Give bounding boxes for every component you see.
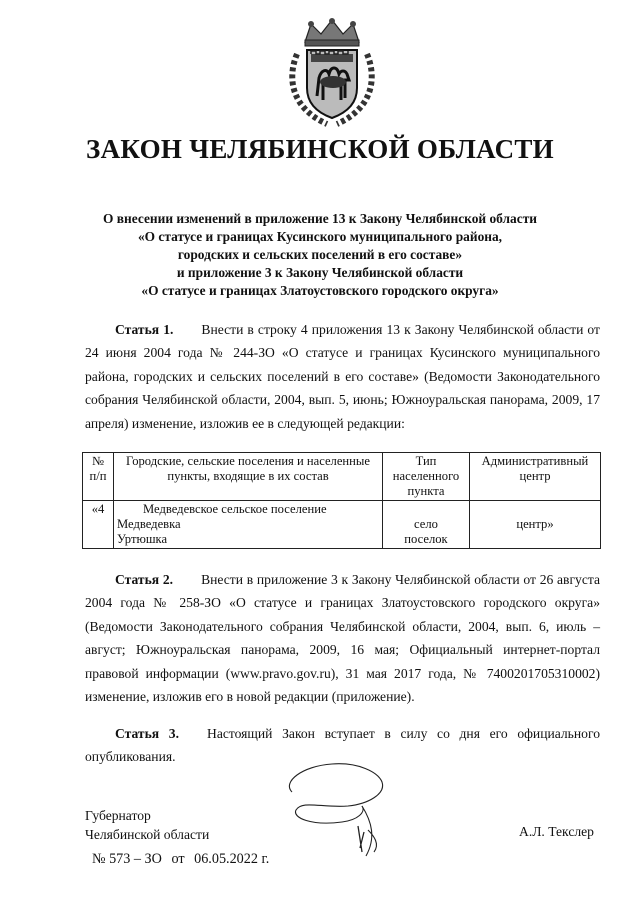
subtitle-line: «О статусе и границах Кусинского муниципального района, bbox=[137, 229, 503, 244]
place-type: село bbox=[414, 517, 438, 531]
subtitle-line: «О статусе и границах Златоустовского городского округа» bbox=[141, 283, 499, 298]
article-2-label: Статья 2. bbox=[115, 572, 174, 587]
document-title: ЗАКОН ЧЕЛЯБИНСКОЙ ОБЛАСТИ bbox=[86, 134, 554, 164]
article-2 bbox=[85, 568, 600, 708]
row-settlements bbox=[114, 501, 383, 549]
article-3-label: Статья 3. bbox=[115, 726, 179, 741]
registration-number: № 573 – ЗО bbox=[92, 851, 162, 867]
handwritten-signature bbox=[262, 752, 402, 862]
table-header-row bbox=[83, 453, 601, 501]
settlement-name: Медведевское сельское поселение bbox=[143, 502, 327, 516]
row-types bbox=[383, 501, 470, 549]
amendment-table bbox=[82, 452, 601, 549]
admin-center-value: центр» bbox=[516, 517, 554, 531]
subtitle-line: и приложение 3 к Закону Челябинской области bbox=[176, 265, 464, 280]
governor-region: Челябинской области bbox=[85, 827, 210, 842]
place-name: Уртюшка bbox=[117, 532, 168, 546]
governor-block bbox=[85, 806, 209, 844]
article-3-text: Настоящий Закон вступает в силу со дня его официального опубликования. bbox=[85, 726, 600, 765]
governor-title: Губернатор bbox=[85, 808, 151, 823]
law-subtitle bbox=[60, 210, 580, 300]
article-2-text: Внести в приложение 3 к Закону Челябинской области от 26 августа 2004 года № 258-ЗО «О статусе и границах Златоустовского городского округа» (Ведомости Законодательного собрания Челябинской области, 2004, вып. 6, июль – август; Южноуральская панорама, 2009, 16 мая; Официальный интернет-портал правовой информации (www.pravo.gov.ru), 31 мая 2017 года, № 7400201705310002) изменение, изложив его в новой редакции (приложение). bbox=[85, 572, 600, 705]
governor-name: А.Л. Текслер bbox=[519, 824, 594, 839]
row-number: «4 bbox=[83, 501, 114, 549]
registration-from: от bbox=[171, 851, 185, 867]
coat-of-arms-emblem bbox=[283, 18, 381, 128]
article-1-text: Внести в строку 4 приложения 13 к Закону Челябинской области от 24 июня 2004 года № 244-ЗО «О статусе и границах Кусинского муниципального района, городских и сельских поселений в его составе» (Ведомости Законодательного собрания Челябинской области, 2004, вып. 5, июнь; Южноуральская панорама, 2009, 17 апреля) изменение, изложив ее в следующей редакции: bbox=[85, 322, 600, 431]
header-admin-center: Административный центр bbox=[470, 453, 601, 501]
header-number: № п/п bbox=[83, 453, 114, 501]
article-1 bbox=[85, 318, 600, 435]
subtitle-line: городских и сельских поселений в его составе» bbox=[177, 247, 463, 262]
place-type: поселок bbox=[404, 532, 448, 546]
row-admin-center bbox=[470, 501, 601, 549]
article-1-label: Статья 1. bbox=[115, 322, 174, 337]
subtitle-line: О внесении изменений в приложение 13 к Закону Челябинской области bbox=[103, 211, 537, 226]
header-type: Тип населенного пункта bbox=[383, 453, 470, 501]
header-settlements: Городские, сельские поселения и населенные пункты, входящие в их состав bbox=[114, 453, 383, 501]
place-name: Медведевка bbox=[117, 517, 181, 531]
registration-date: 06.05.2022 г. bbox=[194, 851, 270, 867]
table-row bbox=[83, 501, 601, 549]
registration-line bbox=[92, 851, 275, 868]
